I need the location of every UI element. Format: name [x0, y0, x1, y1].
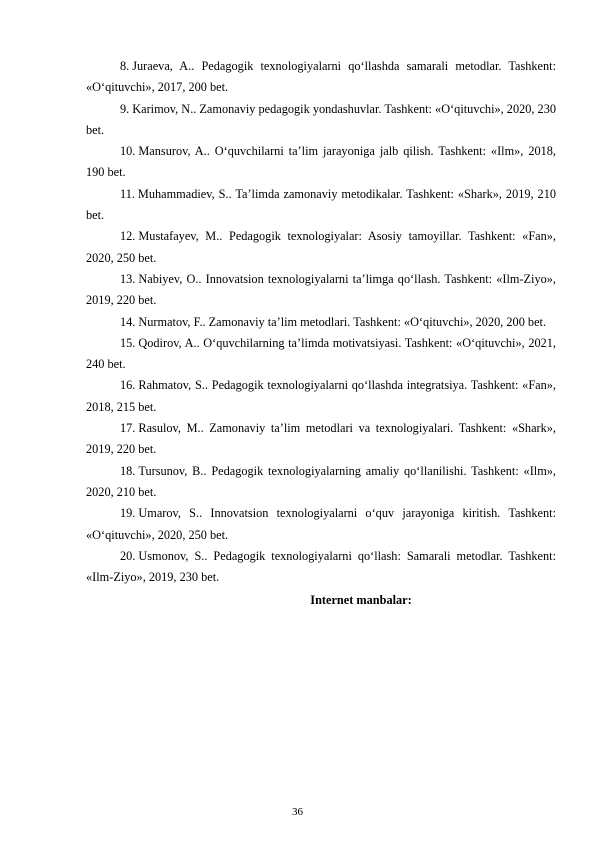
reference-item [86, 269, 556, 312]
reference-item [86, 184, 556, 227]
reference-number: 18. [120, 463, 136, 478]
reference-text: Mustafayev, M.. Pedagogik texnologiyalar: Asosiy tamoyillar. Tashkent: «Fan», 2020, 250 bet. [86, 229, 556, 265]
reference-item [86, 312, 556, 333]
reference-number: 9. [120, 101, 130, 116]
reference-item [86, 333, 556, 376]
section-heading-internet-sources: Internet manbalar: [310, 593, 412, 608]
reference-item [86, 226, 556, 269]
reference-item [86, 546, 556, 589]
reference-list [86, 56, 556, 588]
reference-text: Muhammadiev, S.. Ta’limda zamonaviy metodikalar. Tashkent: «Shark», 2019, 210 bet. [86, 186, 556, 223]
reference-number: 19. [120, 506, 136, 521]
reference-number: 13. [120, 271, 136, 286]
reference-number: 20. [120, 548, 136, 563]
reference-text: Umarov, S.. Innovatsion texnologiyalarni o‘quv jarayoniga kiritish. Tashkent: «O‘qituvchi», 2020, 250 bet. [86, 506, 556, 542]
reference-text: Juraeva, A.. Pedagogik texnologiyalarni qo‘llashda samarali metodlar. Tashkent: «O‘qituvchi», 2017, 200 bet. [86, 59, 556, 95]
reference-number: 8. [120, 59, 130, 73]
reference-text: Qodirov, A.. O‘quvchilarning ta’limda motivatsiyasi. Tashkent: «O‘qituvchi», 2021, 240 bet. [86, 335, 556, 372]
reference-text: Rasulov, M.. Zamonaviy ta’lim metodlari va texnologiyalari. Tashkent: «Shark», 2019, 220 bet. [86, 421, 556, 457]
reference-item [86, 99, 556, 142]
page-number: 36 [292, 806, 303, 818]
reference-number: 16. [120, 378, 136, 393]
reference-number: 17. [120, 421, 136, 436]
reference-item [86, 375, 556, 418]
reference-item [86, 141, 556, 184]
reference-number: 10. [120, 144, 136, 159]
reference-number: 11. [120, 186, 135, 201]
reference-text: Usmonov, S.. Pedagogik texnologiyalarni qo‘llash: Samarali metodlar. Tashkent: «Ilm-Ziyo», 2019, 230 bet. [86, 548, 556, 585]
reference-text: Rahmatov, S.. Pedagogik texnologiyalarni qo‘llashda integratsiya. Tashkent: «Fan», 2018, 215 bet. [86, 378, 556, 414]
reference-text: Tursunov, B.. Pedagogik texnologiyalarning amaliy qo‘llanilishi. Tashkent: «Ilm», 2020, 210 bet. [86, 463, 556, 499]
reference-item [86, 461, 556, 504]
reference-text: Nabiyev, O.. Innovatsion texnologiyalarni ta’limga qo‘llash. Tashkent: «Ilm-Ziyo», 2019, 220 bet. [86, 271, 556, 308]
reference-text: Mansurov, A.. O‘quvchilarni ta’lim jarayoniga jalb qilish. Tashkent: «Ilm», 2018, 190 bet. [86, 144, 556, 180]
reference-text: Karimov, N.. Zamonaviy pedagogik yondashuvlar. Tashkent: «O‘qituvchi», 2020, 230 bet. [86, 101, 556, 137]
reference-item [86, 503, 556, 546]
reference-text: Nurmatov, F.. Zamonaviy ta’lim metodlari. Tashkent: «O‘qituvchi», 2020, 200 bet. [138, 314, 547, 329]
reference-number: 14. [120, 314, 136, 329]
reference-item [86, 418, 556, 461]
reference-number: 12. [120, 229, 136, 244]
reference-item [86, 56, 556, 99]
document-page [86, 56, 556, 610]
reference-number: 15. [120, 335, 136, 350]
